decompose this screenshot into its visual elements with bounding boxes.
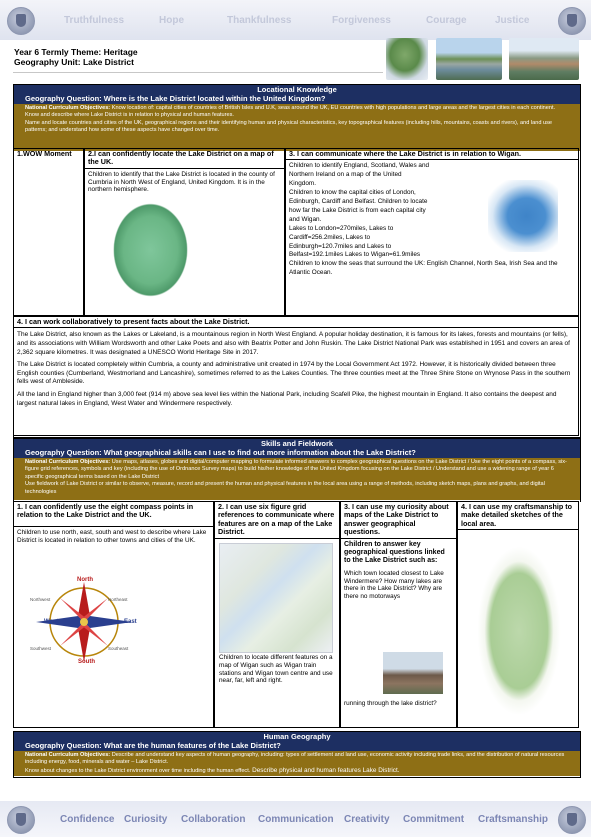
text-line: Cardiff=256.2miles, Lakes to — [289, 233, 371, 241]
value-label: Communication — [258, 814, 334, 825]
cell-text: Children to identify that the Lake District is located in the county of Cumbria in North West of England, United Kingdom. It is in the northern hemisphere. — [88, 170, 275, 194]
fells-photo — [509, 38, 579, 80]
value-label: Craftsmanship — [478, 814, 549, 825]
value-label: Collaboration — [181, 814, 246, 825]
cell-heading: 2. I can use six figure grid references to communicate where features are on a map of the Lake District. — [218, 502, 335, 537]
school-crest-icon — [7, 806, 35, 834]
compass-sw-label: Southwest — [30, 646, 52, 651]
text-line: Kingdom. — [289, 180, 316, 188]
cell-heading: 2.I can confidently locate the Lake District on a map of the UK. — [88, 149, 274, 167]
text-line: how far the Lake District is from each capital city — [289, 206, 426, 214]
cell-heading: 1. I can confidently use the eight compass points in relation to the Lake District and the UK. — [17, 502, 194, 520]
value-label: Commitment — [403, 814, 465, 825]
compass-north-label: North — [77, 577, 93, 583]
questions-intro: Children to answer key geographical questions linked to the Lake District such as: — [344, 540, 445, 565]
locate-uk-cell — [84, 148, 285, 316]
facts-cell — [13, 316, 579, 436]
value-label: Forgiveness — [332, 15, 391, 26]
compass-ne-label: Northeast — [108, 597, 128, 602]
section-question: Geography Question: Where is the Lake District located within the United Kingdom? — [14, 94, 580, 104]
grid-reference-cell — [214, 501, 340, 728]
wigan-relation-cell — [285, 148, 579, 316]
compass-cell — [13, 501, 214, 728]
school-crest-icon — [7, 7, 35, 35]
skills-fieldwork-section — [13, 438, 581, 502]
cell-heading: 4. I can work collaboratively to present facts about the Lake District. — [17, 317, 250, 326]
fact-paragraph: The Lake District, also known as the Lakes or Lakeland, is a mountainous region in North West England. A popular holiday destination, it is famous for its lakes, forests and mountains (or fells), and its associations with William Wordsworth and other Lake Poets and also with Beatrix Potter and John Ruskin. The Lake District National Park was established in 1951 and covers an area of 2,362 square kilometres. It was designated a UNESCO World Heritage Site in 2017. — [17, 331, 570, 356]
cell-heading: 3. I can use my curiosity about maps of the Lake District to answer geographical questions. — [344, 502, 449, 537]
compass-nw-label: Northwest — [30, 597, 51, 602]
objectives-label: National Curriculum Objectives: — [25, 105, 111, 111]
value-label: Truthfulness — [64, 15, 125, 26]
compass-west-label: West — [44, 619, 59, 625]
compass-se-label: Southeast — [108, 646, 129, 651]
value-label: Justice — [495, 15, 530, 26]
text-line: Lakes to London=270miles, Lakes to — [289, 224, 394, 232]
section-title: Locational Knowledge — [14, 85, 580, 94]
text-line: Edinburgh, Cardiff and Belfast. Children to locate — [289, 198, 428, 206]
sketch-map-image — [477, 546, 561, 716]
value-label: Curiosity — [124, 814, 168, 825]
fact-paragraph: All the land in England higher than 3,000 feet (914 m) above sea level lies within the National Park, including Scafell Pike, the highest mountain in England. It also contains the deepest and largest natural lakes in England, West Water and Windermere respectively. — [17, 390, 557, 407]
wigan-map-image — [219, 543, 333, 653]
text-line: Children to identify England, Scotland, Wales and — [289, 162, 430, 170]
wow-heading: 1.WOW Moment — [17, 149, 72, 158]
british-isles-map-image — [488, 180, 558, 252]
sketch-cell — [457, 501, 579, 728]
lake-district-map-image — [108, 197, 193, 303]
section-title: Skills and Fieldwork — [14, 439, 580, 448]
cell-heading: 3. I can communicate where the Lake District is in relation to Wigan. — [289, 149, 521, 158]
school-crest-icon — [558, 7, 586, 35]
curriculum-objectives: National Curriculum Objectives: Know location of: capital cities of countries of British Isles and U.K, seas around the UK, EU countries with high populations and large areas and the largest cities in each continent. Know and describe where Lake District is in relation to physical and human features. Name and locate countries and cities of the UK, geographical regions and their identifying human and physical characteristics, key topographical features (including hills, mountains, coasts and rivers), and land use patterns; and understand how some of these aspects have changed over time. — [14, 104, 580, 151]
value-label: Courage — [426, 15, 467, 26]
value-label: Creativity — [344, 814, 390, 825]
compass-south-label: South — [78, 659, 95, 665]
questions-list: Which town located closest to Lake Windermere? How many lakes are there in the Lake District? Why are there no motorways — [344, 569, 444, 601]
compass-east-label: East — [124, 619, 137, 625]
theme-title: Year 6 Termly Theme: Heritage — [14, 47, 138, 57]
curriculum-objectives: National Curriculum Objectives: Describe and understand key aspects of human geography, including: types of settlement and land use, economic activity including trade links, and the distribution of natural resources including energy, food, minerals and water – Lake District. Know about changes to the Lake District environment over time including the human effect. Describe physical and human features Lake District. — [14, 751, 580, 776]
human-geography-section — [13, 731, 581, 778]
section-title: Human Geography — [14, 732, 580, 741]
fact-paragraph: The Lake District is located completely within Cumbria, a county and administrative unit created in 1974 by the Local Government Act 1972. However, it is historically divided between three English counties (Cumberland, Westmorland and Lancashire), sometimes referred to as the Lakes Counties. The three counties meet at the Three Shire Stone on Wrynose Pass in the southern fells west of Ambleside. — [17, 361, 571, 386]
lake-town-photo — [383, 652, 443, 694]
objectives-label: National Curriculum Objectives: — [25, 752, 111, 758]
cell-text: running through the lake district? — [344, 700, 437, 707]
section-question: Geography Question: What are the human features of the Lake District? — [14, 741, 580, 751]
uk-map-image — [386, 38, 428, 80]
curiosity-cell — [340, 501, 457, 728]
curriculum-objectives: National Curriculum Objectives: Use maps, atlases, globes and digital/computer mapping to formulate informed answers to complex geographical questions on the Lake District / Use the eight points of a compass, six- figure grid references, symbols and key (including the use of Ordnance Survey maps) to build his/her knowledge of the United Kingdom focusing on the Lake District / Understand and use a widening range of year 6 specific geographical terms based on the Lake District Use fieldwork of Lake District or similar to observe, measure, record and present the human and physical features in the local area using a range of methods, including sketch maps, plans and graphs, and digital technologies — [14, 458, 580, 500]
value-label: Thankfulness — [227, 15, 292, 26]
text-line: Children to know the capital cities of London, — [289, 189, 416, 197]
text-line: Belfast=192.1miles Lakes to Wigan=61.9miles — [289, 251, 421, 259]
value-label: Hope — [159, 15, 184, 26]
cell-text: Children to use north, east, south and west to describe where Lake District is located in relation to other towns and cities of the UK. — [17, 528, 207, 544]
section-question: Geography Question: What geographical skills can I use to find out more information about the Lake District? — [14, 448, 580, 458]
divider — [13, 72, 383, 73]
text-line: and Wigan. — [289, 215, 322, 223]
cell-text: Children to know the seas that surround the UK: English Channel, North Sea, Irish Sea and the Atlantic Ocean. — [289, 260, 558, 277]
cell-text: Children to locate different features on a map of Wigan such as Wigan train stations and Wigan town centre and use near, far, left and right. — [219, 654, 333, 685]
lake-photo — [436, 38, 502, 80]
school-crest-icon — [558, 806, 586, 834]
text-line: Northern Ireland on a map of the United — [289, 171, 402, 179]
unit-title: Geography Unit: Lake District — [14, 57, 134, 67]
cell-heading: 4. I can use my craftsmanship to make detailed sketches of the local area. — [461, 502, 573, 528]
objectives-label: National Curriculum Objectives: — [25, 459, 111, 465]
text-line: Edinburgh=120.7miles and Lakes to — [289, 242, 392, 250]
value-label: Confidence — [60, 814, 115, 825]
wow-moment-cell — [13, 148, 84, 316]
